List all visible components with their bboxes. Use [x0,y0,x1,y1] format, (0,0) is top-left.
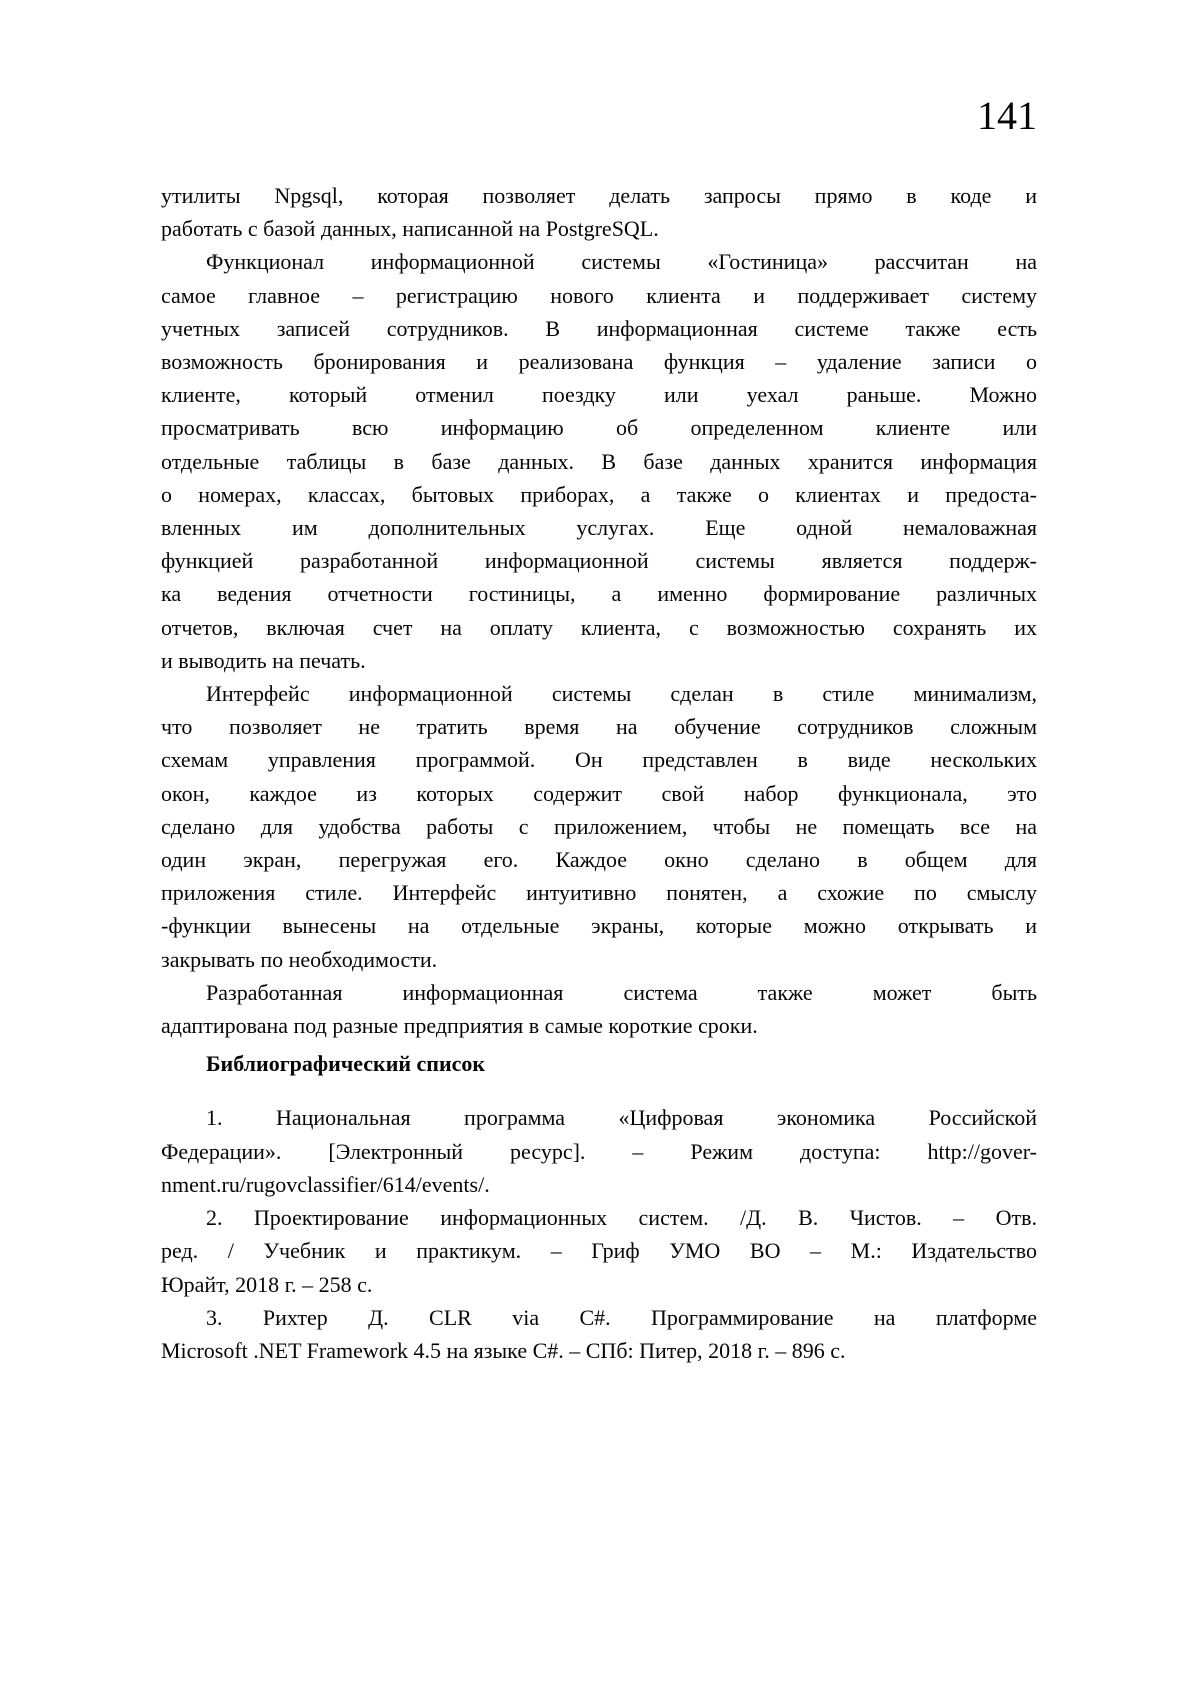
text-block [161,179,1037,1367]
bibliography-heading: Библиографический список [206,1051,486,1077]
text-line: возможность бронирования и реализована функция – удаление записи о [161,349,1037,375]
text-line: о номерах, классах, бытовых приборах, а также о клиентах и предоста- [161,481,1037,507]
text-line: Юрайт, 2018 г. – 258 с. [161,1271,373,1297]
text-line: утилиты Npgsql, которая позволяет делать запросы прямо в коде и [161,183,1037,208]
bibliography-item [161,1101,1037,1201]
paragraph [161,179,1037,245]
text-line: один экран, перегружая его. Каждое окно сделано в общем для [161,847,1037,873]
text-line: ред. / Учебник и практикум. – Гриф УМО ВО – М.: Издательство [161,1238,1037,1264]
text-line: Microsoft .NET Framework 4.5 на языке C#. – СПб: Питер, 2018 г. – 896 с. [161,1337,846,1363]
text-line: работать с базой данных, написанной на PostgreSQL. [161,216,659,242]
text-line: сделано для удобства работы с приложением, чтобы не помещать все на [161,813,1037,839]
text-line: функцией разработанной информационной системы является поддерж- [161,548,1037,574]
text-line: 3. Рихтер Д. CLR via C#. Программирование на платформе [206,1304,1037,1330]
text-line: приложения стиле. Интерфейс интуитивно понятен, а схожие по смыслу [161,880,1037,906]
text-line: и выводить на печать. [161,647,366,673]
text-line: отчетов, включая счет на оплату клиента, с возможностью сохранять их [161,614,1037,640]
text-line: -функции вынесены на отдельные экраны, которые можно открывать и [161,913,1037,939]
bibliography-item [161,1301,1037,1367]
text-line: 1. Национальная программа «Цифровая экономика Российской [206,1105,1037,1131]
text-line: 2. Проектирование информационных систем. /Д. В. Чистов. – Отв. [206,1205,1037,1231]
text-line: клиенте, который отменил поездку или уехал раньше. Можно [161,382,1037,408]
text-line: ка ведения отчетности гостиницы, а именно формирование различных [161,581,1037,607]
paragraph [161,976,1037,1042]
text-line: адаптирована под разные предприятия в самые короткие сроки. [161,1013,758,1039]
paragraph [161,245,1037,677]
text-line: закрывать по необходимости. [161,946,438,972]
bibliography-item [161,1201,1037,1301]
text-line: Федерации». [Электронный ресурс]. – Режим доступа: http://gover- [161,1138,1037,1164]
text-line: что позволяет не тратить время на обучение сотрудников сложным [161,714,1037,740]
text-line: nment.ru/rugovclassifier/614/events/. [161,1171,490,1197]
text-line: просматривать всю информацию об определенном клиенте или [161,415,1037,441]
paragraph [161,677,1037,976]
text-line: Функционал информационной системы «Гостиница» рассчитан на [206,249,1037,275]
text-line: отдельные таблицы в базе данных. В базе данных хранится информация [161,448,1037,474]
text-line: вленных им дополнительных услугах. Еще одной немаловажная [161,515,1037,541]
text-line: Интерфейс информационной системы сделан в стиле минимализм, [206,681,1037,707]
text-line: Разработанная информационная система также может быть [206,979,1037,1005]
text-line: самое главное – регистрацию нового клиента и поддерживает систему [161,282,1037,308]
page-number: 141 [977,93,1037,138]
text-line: окон, каждое из которых содержит свой набор функционала, это [161,780,1037,806]
text-line: учетных записей сотрудников. В информационная системе также есть [161,315,1037,341]
text-line: схемам управления программой. Он представлен в виде нескольких [161,747,1037,773]
